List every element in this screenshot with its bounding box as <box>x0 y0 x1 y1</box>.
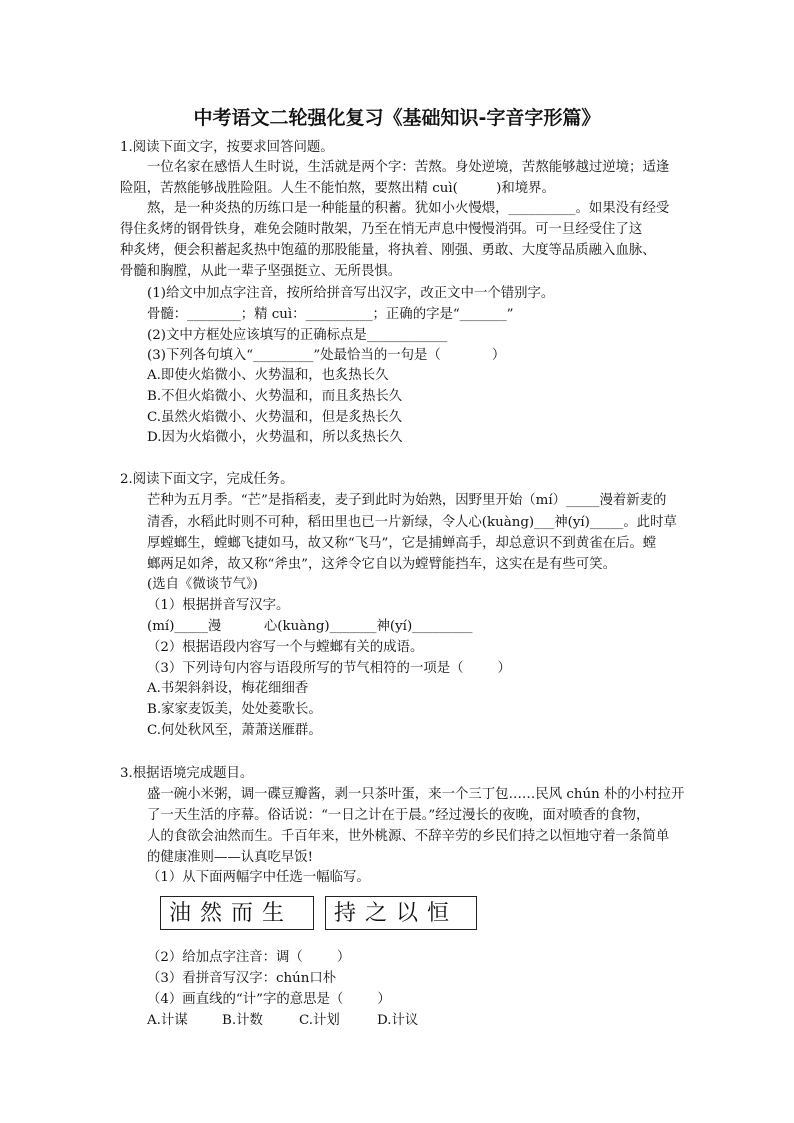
q1-option-c: C.虽然火焰微小、火势温和，但是炙热长久 <box>147 410 403 425</box>
q2-para-line: 清香，水稻此时则不可种，稻田里也已一片新绿，令人心(kuàng)___神(yí)_____。此时草 <box>147 515 677 530</box>
q1-para-line: 种炙烤，便会积蓄起炙热中饱蕴的那股能量，将执着、刚强、勇敢、大度等品质融入血脉、 <box>120 243 656 258</box>
q3-sub3: （3）看拼音写汉字：chún口朴 <box>147 971 337 986</box>
q1-option-b: B.不但火焰微小、火势温和，而且炙热长久 <box>147 389 403 404</box>
q2-option-c: C.何处秋风至，萧萧送雁群。 <box>147 723 322 738</box>
q3-sub4: （4）画直线的“计”字的意思是（ ） <box>147 992 391 1007</box>
q2-option-b: B.家家麦饭美，处处菱歌长。 <box>147 702 322 717</box>
calligraphy-sample-1: 油然而生 <box>160 896 314 930</box>
q3-para-line: 的健康准则——认真吃早饭! <box>147 850 314 865</box>
q3-para-line: 盛一碗小米粥，调一碟豆瓣酱，剥一只茶叶蛋，来一个三丁包……民风 chún 朴的小村拉开 <box>147 787 685 802</box>
q3-para-line: 了一天生活的序幕。俗话说：“一日之计在于晨。”经过漫长的夜晚，面对喷香的食物， <box>147 808 650 823</box>
calligraphy-sample-2: 持之以恒 <box>325 896 477 930</box>
q3-heading: 3.根据语境完成题目。 <box>120 766 254 781</box>
page-title: 中考语文二轮强化复习《基础知识-字音字形篇》 <box>193 107 601 129</box>
q3-option-c: C.计划 <box>299 1013 340 1028</box>
q3-option-b: B.计数 <box>222 1013 263 1028</box>
q1-para-line: 一位名家在感悟人生时说，生活就是两个字：苦熬。身处逆境，苦熬能够越过逆境；适逢 <box>147 160 670 175</box>
q1-heading: 1.阅读下面文字，按要求回答问题。 <box>120 140 334 155</box>
q1-option-a: A.即使火焰微小、火势温和，也炙热长久 <box>147 368 389 383</box>
q1-sub1: (1)给文中加点字注音，按所给拼音写出汉字，改正文中一个错别字。 <box>147 286 555 301</box>
q2-sub3: （3）下列诗句内容与语段所写的节气相符的一项是（ ） <box>147 661 511 676</box>
q3-para-line: 人的食欲会油然而生。千百年来，世外桃源、不辞辛劳的乡民们持之以恒地守着一条简单 <box>147 829 670 844</box>
q2-sub1: （1）根据拼音写汉字。 <box>147 598 290 613</box>
q1-option-d: D.因为火焰微小，火势温和，所以炙热长久 <box>147 430 403 445</box>
q1-sub3: (3)下列各句填入“_________”处最恰当的一句是（ ） <box>147 348 506 363</box>
q2-sub2: （2）根据语段内容写一个与螳螂有关的成语。 <box>147 640 424 655</box>
q1-para-line: 得住炙烤的钢骨铁身，难免会随时散架，乃至在悄无声息中慢慢消弭。可一旦经受住了这 <box>120 222 643 237</box>
q1-sub1-fill: 骨髓：________；精 cuì：__________；正确的字是“_______” <box>147 307 514 322</box>
q2-sub1-fill: (mí)_____漫 心(kuàng)_______神(yí)_________ <box>147 619 473 634</box>
q1-sub2: (2)文中方框处应该填写的正确标点是____________ <box>147 328 448 343</box>
q2-heading: 2.阅读下面文字，完成任务。 <box>120 472 294 487</box>
q3-sub2: （2）给加点字注音：调（ ） <box>147 950 351 965</box>
q2-source: (选自《微谈节气》) <box>147 577 258 592</box>
q3-option-d: D.计议 <box>377 1013 419 1028</box>
q1-para-line: 骨髓和胸膛，从此一辈子坚强挺立、无所畏惧。 <box>120 264 402 279</box>
q3-sub1: （1）从下面两幅字中任选一幅临写。 <box>147 870 370 885</box>
q2-option-a: A.书架斜斜设，梅花细细香 <box>147 681 309 696</box>
q2-para-line: 螂两足如斧，故又称“斧虫”，这斧令它自以为螳臂能挡车，这实在是有些可笑。 <box>147 557 616 572</box>
q2-para-line: 芒种为五月季。“芒”是指稻麦，麦子到此时为始熟，因野里开始（mí）_____漫着新麦的 <box>147 493 667 508</box>
q2-para-line: 厚螳螂生，螳螂飞捷如马，故又称“飞马”，它是捕蝉高手，却总意识不到黄雀在后。螳 <box>147 536 657 551</box>
q3-option-a: A.计谋 <box>147 1013 188 1028</box>
q1-para-line: 熬，是一种炎热的历练口是一种能量的积蓄。犹如小火慢煨，__________。如果没有经受 <box>147 201 670 216</box>
q1-para-line: 险阻，苦熬能够战胜险阻。人生不能怕熬，要熬出精 cuì( )和境界。 <box>120 181 555 196</box>
